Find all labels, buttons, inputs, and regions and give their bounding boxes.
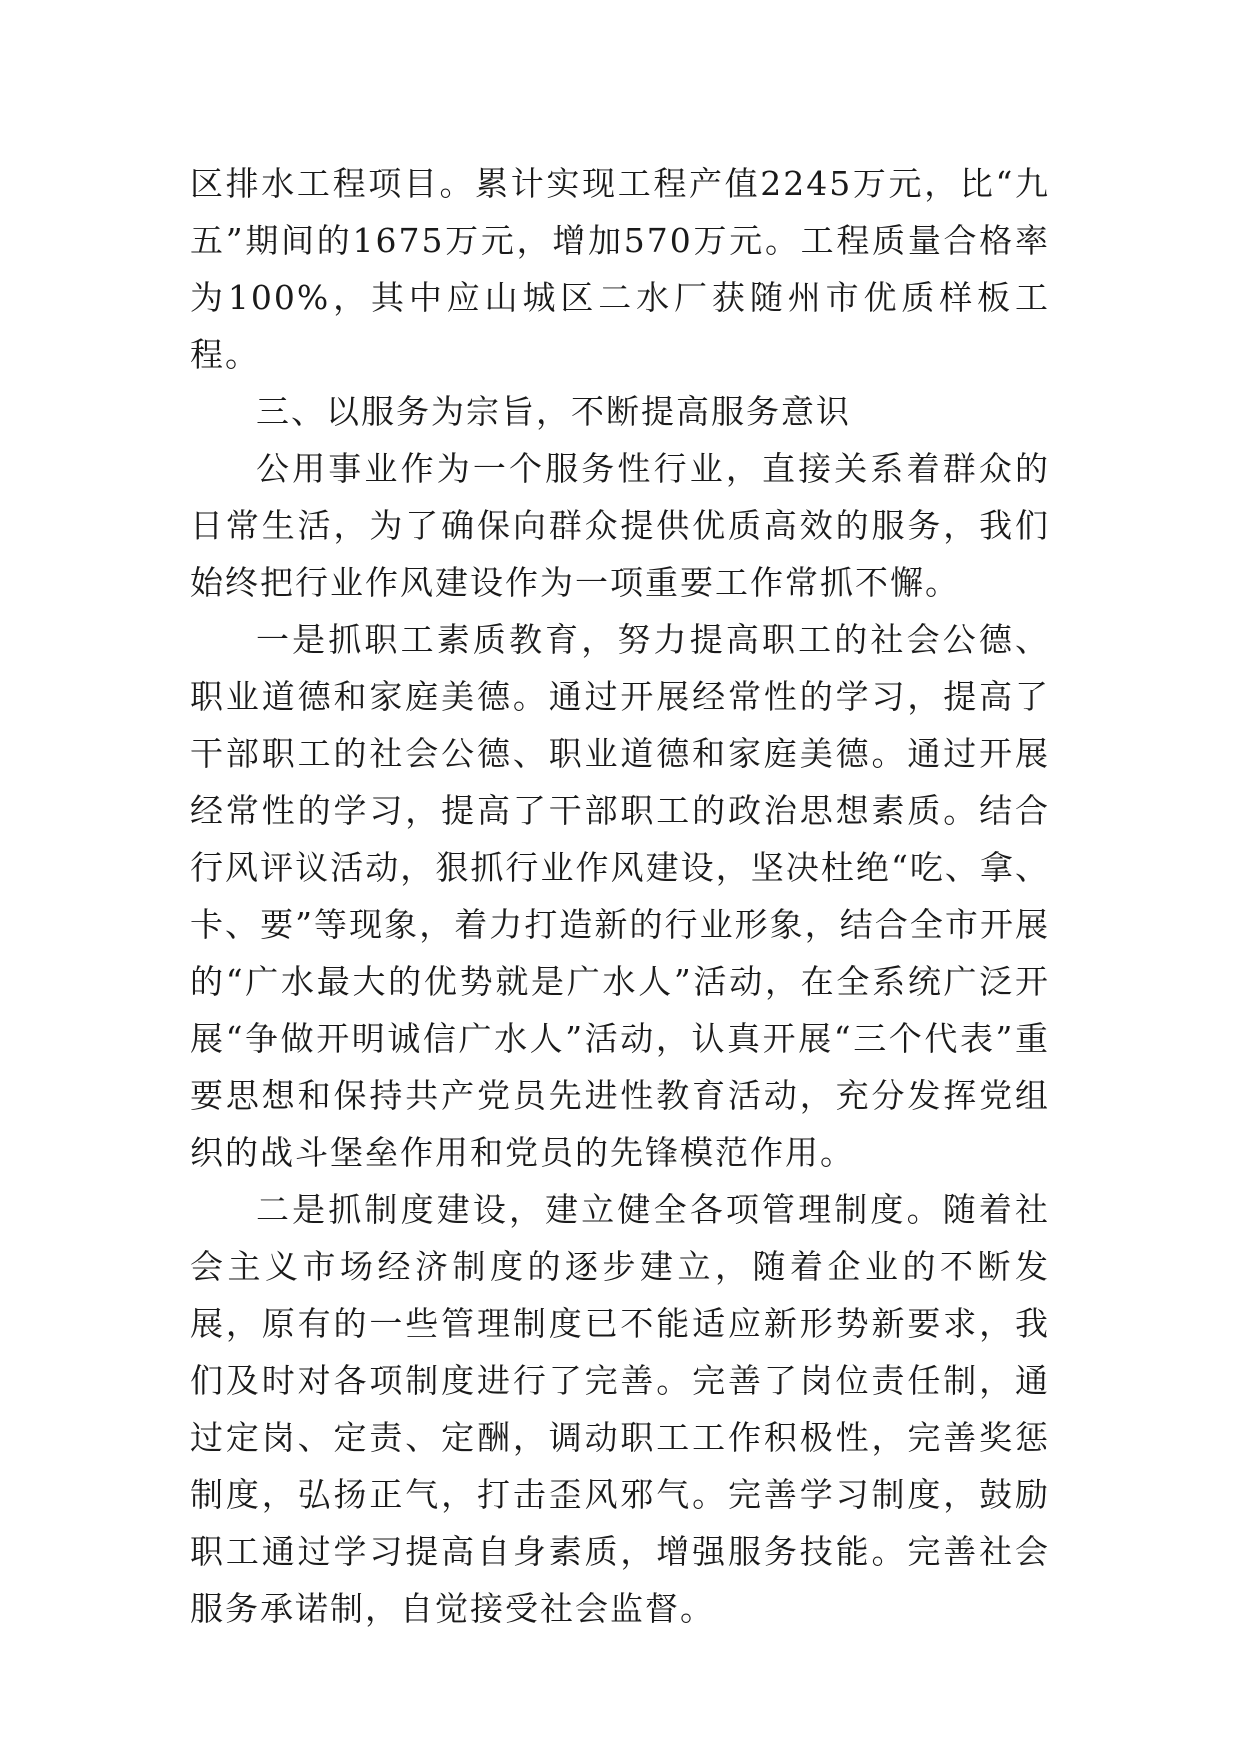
document-body xyxy=(190,155,1050,1637)
paragraph-continuation: 区排水工程项目。累计实现工程产值2245万元，比“九五”期间的1675万元，增加570万元。工程质量合格率为100%，其中应山城区二水厂获随州市优质样板工程。 xyxy=(190,164,1050,374)
paragraph-point-one: 一是抓职工素质教育，努力提高职工的社会公德、职业道德和家庭美德。通过开展经常性的学习，提高了干部职工的社会公德、职业道德和家庭美德。通过开展经常性的学习，提高了干部职工的政治思想素质。结合行风评议活动，狠抓行业作风建设，坚决杜绝“吃、拿、卡、要”等现象，着力打造新的行业形象，结合全市开展的“广水最大的优势就是广水人”活动，在全系统广泛开展“争做开明诚信广水人”活动，认真开展“三个代表”重要思想和保持共产党员先进性教育活动，充分发挥党组织的战斗堡垒作用和党员的先锋模范作用。 xyxy=(190,620,1050,1172)
paragraph-intro: 公用事业作为一个服务性行业，直接关系着群众的日常生活，为了确保向群众提供优质高效的服务，我们始终把行业作风建设作为一项重要工作常抓不懈。 xyxy=(190,449,1050,602)
paragraph-point-two: 二是抓制度建设，建立健全各项管理制度。随着社会主义市场经济制度的逐步建立，随着企业的不断发展，原有的一些管理制度已不能适应新形势新要求，我们及时对各项制度进行了完善。完善了岗位责任制，通过定岗、定责、定酬，调动职工工作积极性，完善奖惩制度，弘扬正气，打击歪风邪气。完善学习制度，鼓励职工通过学习提高自身素质，增强服务技能。完善社会服务承诺制，自觉接受社会监督。 xyxy=(190,1190,1050,1628)
section-heading: 三、以服务为宗旨，不断提高服务意识 xyxy=(256,392,851,431)
